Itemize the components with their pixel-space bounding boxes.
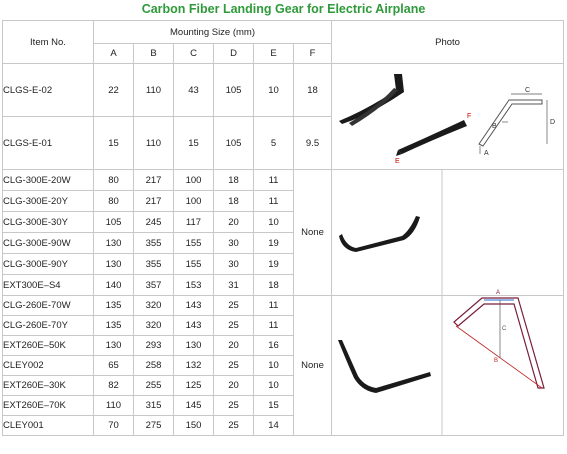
- item-cell: CLG-260E-70W: [3, 296, 94, 316]
- value-cell: 125: [174, 376, 214, 396]
- value-cell: 130: [174, 336, 214, 356]
- value-cell: 82: [94, 376, 134, 396]
- value-cell: 15: [254, 396, 294, 416]
- value-cell: 30: [214, 254, 254, 275]
- mounting-size-header: Mounting Size (mm): [94, 21, 332, 44]
- value-cell: 275: [134, 416, 174, 436]
- value-cell: 145: [174, 396, 214, 416]
- value-cell: 217: [134, 191, 174, 212]
- value-cell: 18: [254, 275, 294, 296]
- value-cell: 25: [214, 396, 254, 416]
- diagram-label-a: A: [496, 290, 501, 296]
- item-cell: EXT260E–30K: [3, 376, 94, 396]
- value-cell: 30: [214, 233, 254, 254]
- value-cell: 245: [134, 212, 174, 233]
- table-row: [3, 64, 564, 117]
- item-cell: EXT260E–50K: [3, 336, 94, 356]
- col-b-header: B: [134, 44, 174, 64]
- value-cell: 18: [294, 64, 332, 117]
- value-cell: 16: [254, 336, 294, 356]
- label-a: A: [484, 150, 489, 157]
- item-cell: EXT260E–70K: [3, 396, 94, 416]
- value-cell: 105: [94, 212, 134, 233]
- item-cell: EXT300E–S4: [3, 275, 94, 296]
- value-cell: 258: [134, 356, 174, 376]
- value-cell: 18: [214, 170, 254, 191]
- value-cell: 143: [174, 296, 214, 316]
- value-cell: 355: [134, 233, 174, 254]
- item-cell: CLGS-E-01: [3, 117, 94, 170]
- label-d: D: [550, 119, 556, 126]
- value-cell: 110: [94, 396, 134, 416]
- value-cell: 153: [174, 275, 214, 296]
- value-cell: 255: [134, 376, 174, 396]
- value-cell: 140: [94, 275, 134, 296]
- value-cell: 80: [94, 191, 134, 212]
- label-f: F: [467, 113, 472, 120]
- value-cell: 70: [94, 416, 134, 436]
- label-c: C: [525, 87, 531, 94]
- landing-gear-photo-1: [332, 64, 564, 170]
- value-cell: 150: [174, 416, 214, 436]
- value-cell: 135: [94, 296, 134, 316]
- item-cell: CLG-300E-90W: [3, 233, 94, 254]
- value-cell: 135: [94, 316, 134, 336]
- value-cell: 19: [254, 233, 294, 254]
- value-cell: 217: [134, 170, 174, 191]
- value-cell: 105: [214, 64, 254, 117]
- value-cell: 15: [94, 117, 134, 170]
- value-cell: 5: [254, 117, 294, 170]
- value-cell: 80: [94, 170, 134, 191]
- landing-gear-photo-3: [332, 290, 564, 436]
- value-cell: 355: [134, 254, 174, 275]
- diagram-label-c: C: [502, 326, 507, 332]
- value-cell: 143: [174, 316, 214, 336]
- label-e: E: [395, 158, 400, 165]
- col-d-header: D: [214, 44, 254, 64]
- value-cell: 10: [254, 376, 294, 396]
- value-cell: 315: [134, 396, 174, 416]
- value-cell: 155: [174, 254, 214, 275]
- value-cell: 65: [94, 356, 134, 376]
- value-cell: 20: [214, 376, 254, 396]
- value-cell: 11: [254, 316, 294, 336]
- value-cell: 11: [254, 170, 294, 191]
- photo-cell-group3: [332, 290, 564, 436]
- item-no-header: Item No.: [3, 21, 94, 64]
- col-c-header: C: [174, 44, 214, 64]
- photo-header: Photo: [332, 21, 564, 64]
- value-cell: 22: [94, 64, 134, 117]
- value-cell: 100: [174, 170, 214, 191]
- value-cell: 130: [94, 254, 134, 275]
- value-cell: 10: [254, 212, 294, 233]
- value-cell: 110: [134, 117, 174, 170]
- table-row: [3, 296, 564, 316]
- item-cell: CLG-300E-20W: [3, 170, 94, 191]
- value-cell: 11: [254, 191, 294, 212]
- col-a-header: A: [94, 44, 134, 64]
- landing-gear-photo-2: [332, 170, 564, 296]
- value-cell: 25: [214, 316, 254, 336]
- value-cell: 10: [254, 356, 294, 376]
- value-cell: 14: [254, 416, 294, 436]
- value-cell: 18: [214, 191, 254, 212]
- value-cell: 31: [214, 275, 254, 296]
- item-cell: CLEY001: [3, 416, 94, 436]
- page-title: Carbon Fiber Landing Gear for Electric Airplane: [141, 2, 426, 16]
- item-cell: CLG-300E-30Y: [3, 212, 94, 233]
- value-cell: 110: [134, 64, 174, 117]
- value-cell: 320: [134, 296, 174, 316]
- value-cell: 320: [134, 316, 174, 336]
- value-cell: 100: [174, 191, 214, 212]
- spec-table: [2, 20, 564, 436]
- table-row: [3, 170, 564, 191]
- value-cell: 11: [254, 296, 294, 316]
- value-cell: 105: [214, 117, 254, 170]
- value-cell: 130: [94, 233, 134, 254]
- value-cell: 10: [254, 64, 294, 117]
- value-cell: 293: [134, 336, 174, 356]
- col-f-header: F: [294, 44, 332, 64]
- value-cell: 15: [174, 117, 214, 170]
- value-cell: 357: [134, 275, 174, 296]
- value-cell: 25: [214, 296, 254, 316]
- f-none-cell: None: [294, 296, 332, 436]
- value-cell: 43: [174, 64, 214, 117]
- diagram-label-b: B: [494, 358, 499, 364]
- col-e-header: E: [254, 44, 294, 64]
- value-cell: 25: [214, 356, 254, 376]
- item-cell: CLG-300E-90Y: [3, 254, 94, 275]
- value-cell: 130: [94, 336, 134, 356]
- item-cell: CLG-300E-20Y: [3, 191, 94, 212]
- value-cell: 155: [174, 233, 214, 254]
- item-cell: CLGS-E-02: [3, 64, 94, 117]
- item-cell: CLG-260E-70Y: [3, 316, 94, 336]
- f-none-cell: None: [294, 170, 332, 296]
- photo-cell-group2: [332, 170, 564, 296]
- item-cell: CLEY002: [3, 356, 94, 376]
- value-cell: 117: [174, 212, 214, 233]
- value-cell: 20: [214, 212, 254, 233]
- label-b: B: [492, 123, 497, 130]
- value-cell: 19: [254, 254, 294, 275]
- photo-cell-group1: [332, 64, 564, 170]
- value-cell: 9.5: [294, 117, 332, 170]
- value-cell: 20: [214, 336, 254, 356]
- value-cell: 132: [174, 356, 214, 376]
- value-cell: 25: [214, 416, 254, 436]
